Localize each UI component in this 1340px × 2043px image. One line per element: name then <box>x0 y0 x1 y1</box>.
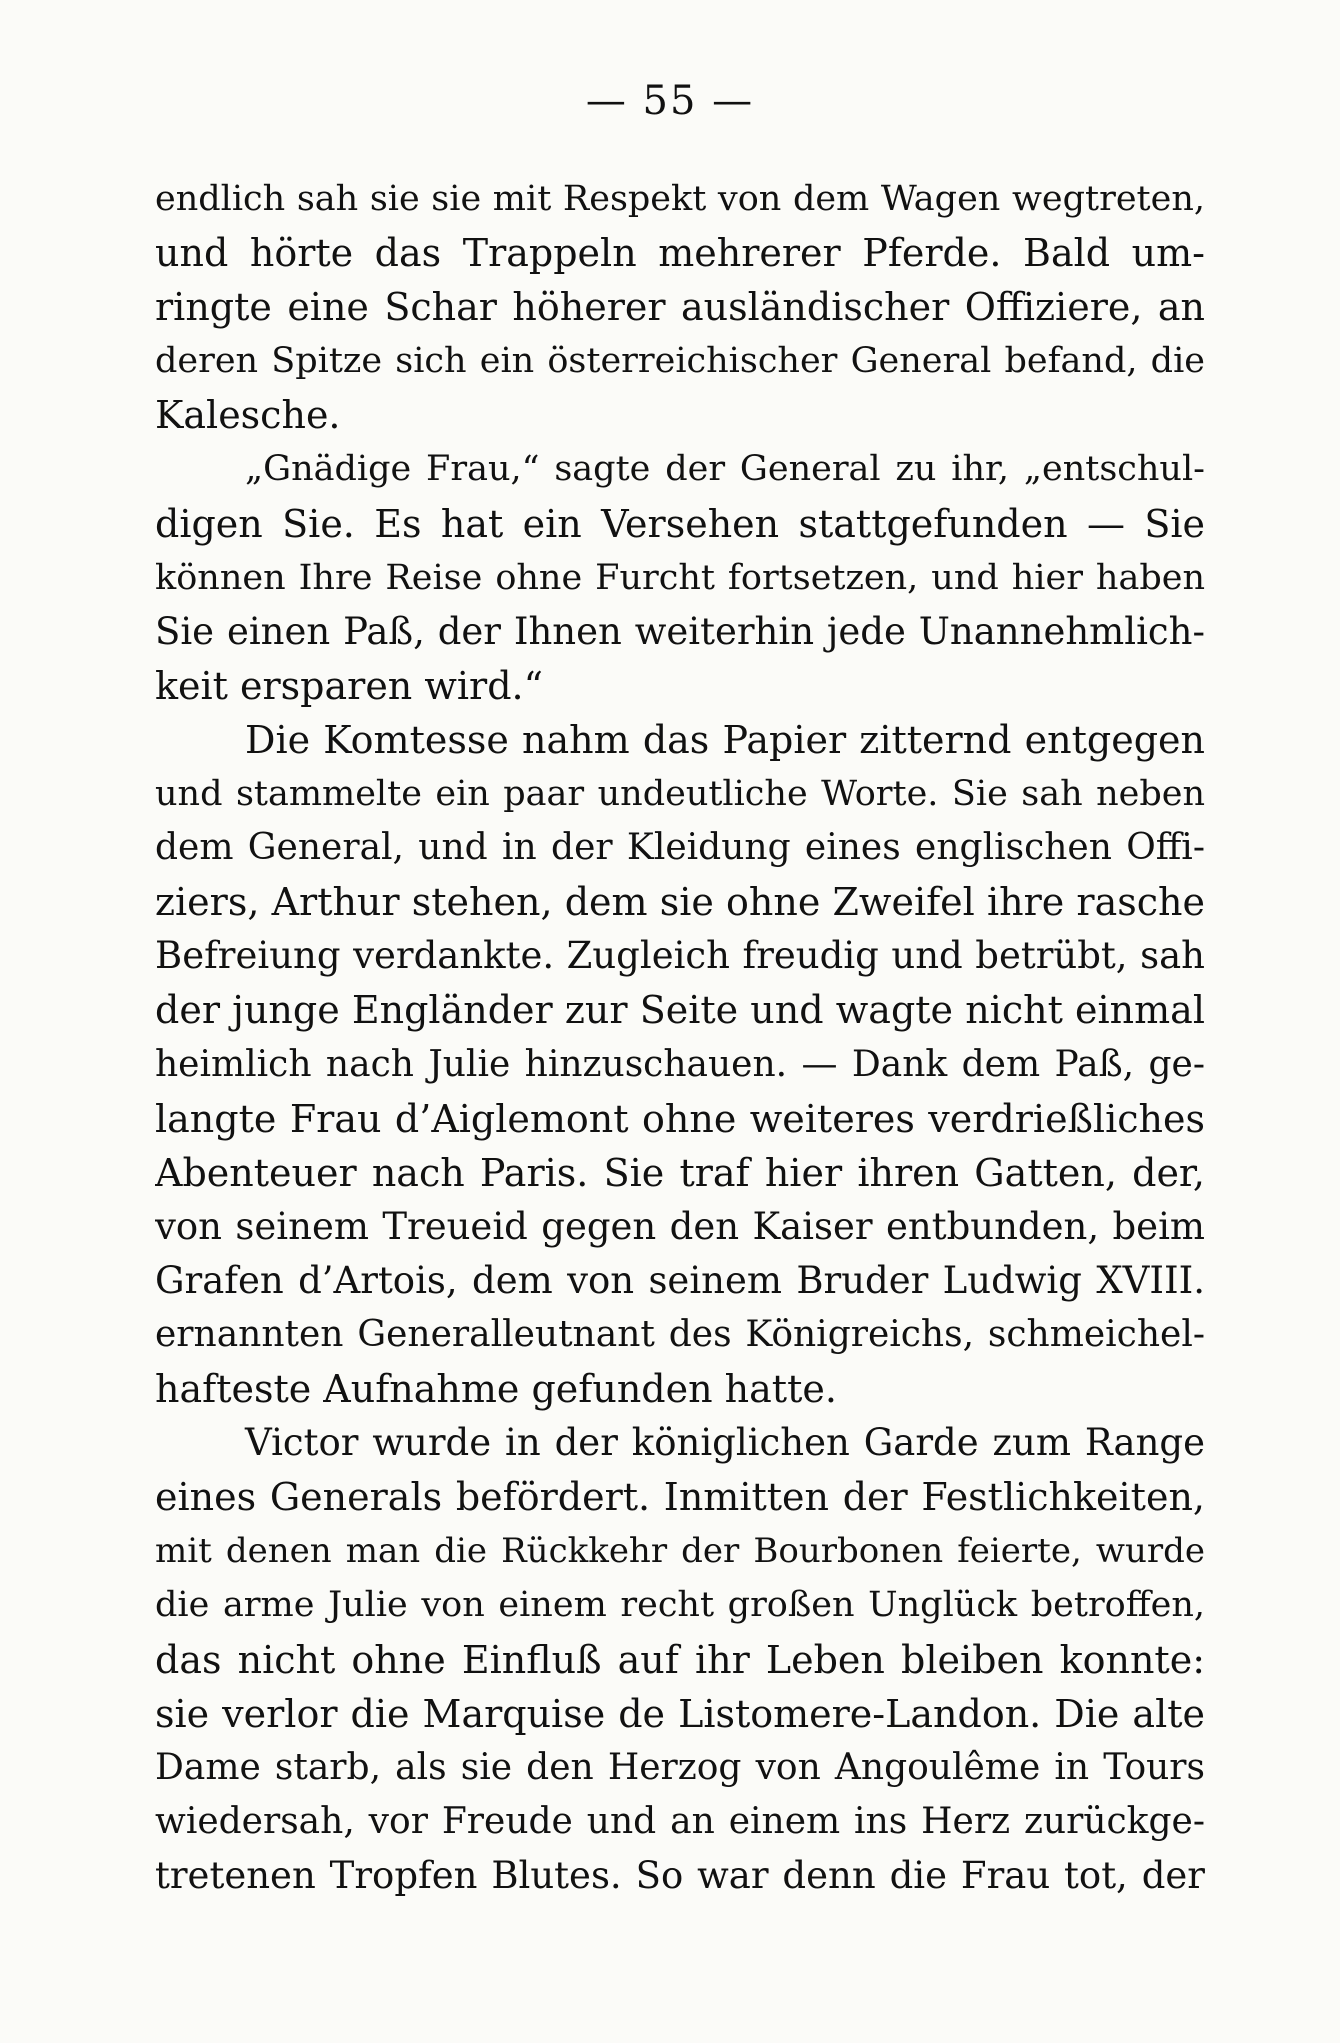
text-line: tretenen Tropfen Blutes. So war denn die Frau tot, der <box>155 1853 1205 1897</box>
text-line: digen Sie. Es hat ein Versehen stattgefunden — Sie <box>155 501 1205 546</box>
text-line: dem General, und in der Kleidung eines englischen Offi- <box>155 827 1205 869</box>
text-line: sie verlor die Marquise de Listomere-Landon. Die alte <box>155 1691 1205 1736</box>
text-line: Abenteuer nach Paris. Sie traf hier ihren Gatten, der, <box>155 1150 1205 1195</box>
text-line: Sie einen Paß, der Ihnen weiterhin jede Unannehmlich- <box>155 609 1205 653</box>
text-line: eines Generals befördert. Inmitten der Festlichkeiten, <box>155 1475 1205 1520</box>
text-line: heimlich nach Julie hinzuschauen. — Dank dem Paß, ge- <box>155 1043 1205 1085</box>
text-line: Dame starb, als sie den Herzog von Angoulême in Tours <box>155 1746 1205 1788</box>
text-line: ernannten Generalleutnant des Königreichs, schmeichel- <box>155 1313 1205 1355</box>
text-line: endlich sah sie sie mit Respekt von dem Wagen wegtreten, <box>155 179 1205 219</box>
text-line: können Ihre Reise ohne Furcht fortsetzen, und hier haben <box>155 557 1205 598</box>
text-line: und hörte das Trappeln mehrerer Pferde. Bald um- <box>155 231 1205 276</box>
text-line: Die Komtesse nahm das Papier zitternd entgegen <box>245 717 1205 762</box>
text-line: langte Frau d’Aiglemont ohne weiteres verdrießliches <box>155 1096 1205 1141</box>
text-line: Befreiung verdankte. Zugleich freudig und betrübt, sah <box>155 934 1205 978</box>
text-line: das nicht ohne Einfluß auf ihr Leben bleiben konnte: <box>155 1637 1205 1682</box>
text-line: mit denen man die Rückkehr der Bourbonen feierte, wurde <box>155 1531 1205 1572</box>
text-line: hafteste Aufnahme gefunden hatte. <box>155 1367 837 1412</box>
text-line: die arme Julie von einem recht großen Unglück betroffen, <box>155 1585 1205 1626</box>
body-text <box>155 172 1205 1903</box>
text-line: ziers, Arthur stehen, dem sie ohne Zweifel ihre rasche <box>155 880 1205 925</box>
text-line: keit ersparen wird.“ <box>155 663 544 708</box>
text-line: Grafen d’Artois, dem von seinem Bruder Ludwig XVIII. <box>155 1258 1205 1302</box>
text-line: von seinem Treueid gegen den Kaiser entbunden, beim <box>155 1204 1205 1248</box>
text-line: „Gnädige Frau,“ sagte der General zu ihr, „entschul- <box>245 449 1205 490</box>
text-line: Victor wurde in der königlichen Garde zum Range <box>245 1421 1205 1465</box>
page-number: — 55 — <box>585 78 755 124</box>
text-line: Kalesche. <box>155 393 341 438</box>
text-line: deren Spitze sich ein österreichischer General befand, die <box>155 341 1205 382</box>
text-line: ringte eine Schar höherer ausländischer Offiziere, an <box>155 285 1205 330</box>
text-line: und stammelte ein paar undeutliche Worte. Sie sah neben <box>155 774 1205 815</box>
text-line: der junge Engländer zur Seite und wagte nicht einmal <box>155 988 1205 1033</box>
text-line: wiedersah, vor Freude und an einem ins Herz zurückge- <box>155 1800 1205 1842</box>
